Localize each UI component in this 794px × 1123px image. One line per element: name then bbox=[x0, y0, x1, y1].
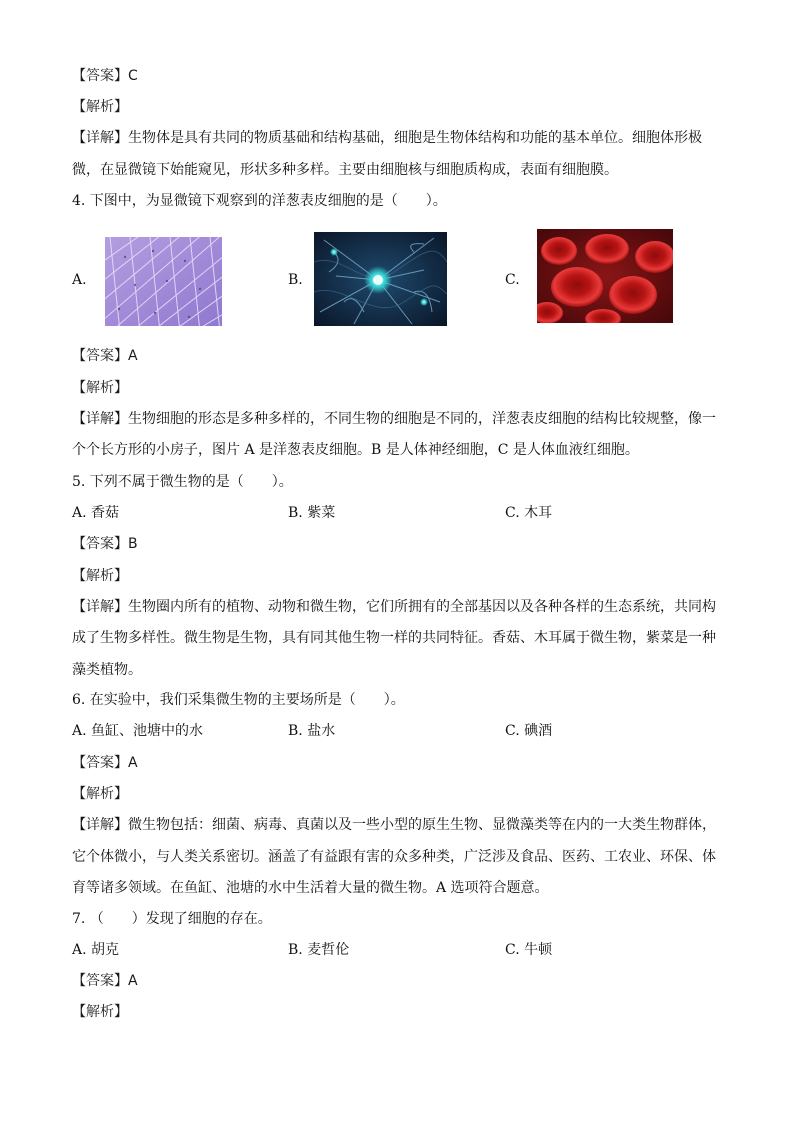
q7-option-c: C. 牛顿 bbox=[505, 942, 553, 958]
answer-4: 【答案】A bbox=[72, 348, 138, 364]
analysis-label-5: 【解析】 bbox=[72, 568, 128, 584]
analysis-label-7: 【解析】 bbox=[72, 1004, 128, 1020]
detail-4-line-1: 【详解】生物细胞的形态是多种多样的，不同生物的细胞是不同的，洋葱表皮细胞的结构比较规整，像一 bbox=[72, 411, 716, 427]
q5-option-c: C. 木耳 bbox=[505, 505, 553, 521]
q7-option-a: A. 胡克 bbox=[72, 942, 120, 958]
q6-option-b: B. 盐水 bbox=[288, 723, 336, 739]
detail-4-line-2: 个个长方形的小房子，图片 A 是洋葱表皮细胞。B 是人体神经细胞，C 是人体血液红细胞。 bbox=[72, 442, 639, 458]
q7-option-b: B. 麦哲伦 bbox=[288, 942, 350, 958]
option-b-label: B. bbox=[288, 272, 303, 288]
detail-5-line-1: 【详解】生物圈内所有的植物、动物和微生物，它们所拥有的全部基因以及各种各样的生态系统，共同构 bbox=[72, 599, 716, 615]
option-a-label: A. bbox=[72, 272, 87, 288]
answer-7: 【答案】A bbox=[72, 973, 138, 989]
detail-5-line-2: 成了生物多样性。微生物是生物，具有同其他生物一样的共同特征。香菇、木耳属于微生物，紫菜是一种 bbox=[72, 630, 716, 646]
answer-3: 【答案】C bbox=[72, 68, 138, 84]
answer-6: 【答案】A bbox=[72, 755, 138, 771]
detail-3-line-1: 【详解】生物体是具有共同的物质基础和结构基础，细胞是生物体结构和功能的基本单位。细胞体形极 bbox=[72, 130, 702, 146]
analysis-label-6: 【解析】 bbox=[72, 786, 128, 802]
answer-5: 【答案】B bbox=[72, 536, 138, 552]
detail-6-line-3: 育等诸多领域。在鱼缸、池塘的水中生活着大量的微生物。A 选项符合题意。 bbox=[72, 880, 549, 896]
q6-option-a: A. 鱼缸、池塘中的水 bbox=[72, 723, 204, 739]
detail-6-line-2: 它个体微小，与人类关系密切。涵盖了有益跟有害的众多种类，广泛涉及食品、医药、工农业、环保、体 bbox=[72, 849, 716, 865]
detail-3-line-2: 微，在显微镜下始能窥见，形状多种多样。主要由细胞核与细胞质构成，表面有细胞膜。 bbox=[72, 162, 618, 178]
analysis-label-3: 【解析】 bbox=[72, 99, 128, 115]
red-blood-cells-image bbox=[537, 229, 673, 323]
detail-6-line-1: 【详解】微生物包括：细菌、病毒、真菌以及一些小型的原生生物、显微藻类等在内的一大类生物群体， bbox=[72, 817, 716, 833]
onion-epidermis-image bbox=[105, 237, 222, 326]
detail-5-line-3: 藻类植物。 bbox=[72, 662, 142, 678]
question-5: 5. 下列不属于微生物的是（ ）。 bbox=[72, 474, 293, 490]
q5-option-a: A. 香菇 bbox=[72, 505, 120, 521]
question-6: 6. 在实验中，我们采集微生物的主要场所是（ ）。 bbox=[72, 692, 405, 708]
q5-option-b: B. 紫菜 bbox=[288, 505, 336, 521]
option-c-label: C. bbox=[505, 272, 520, 288]
neuron-image bbox=[314, 232, 447, 326]
q6-option-c: C. 碘酒 bbox=[505, 723, 553, 739]
analysis-label-4: 【解析】 bbox=[72, 380, 128, 396]
question-7: 7. （ ）发现了细胞的存在。 bbox=[72, 911, 272, 927]
question-4: 4. 下图中，为显微镜下观察到的洋葱表皮细胞的是（ ）。 bbox=[72, 193, 447, 209]
